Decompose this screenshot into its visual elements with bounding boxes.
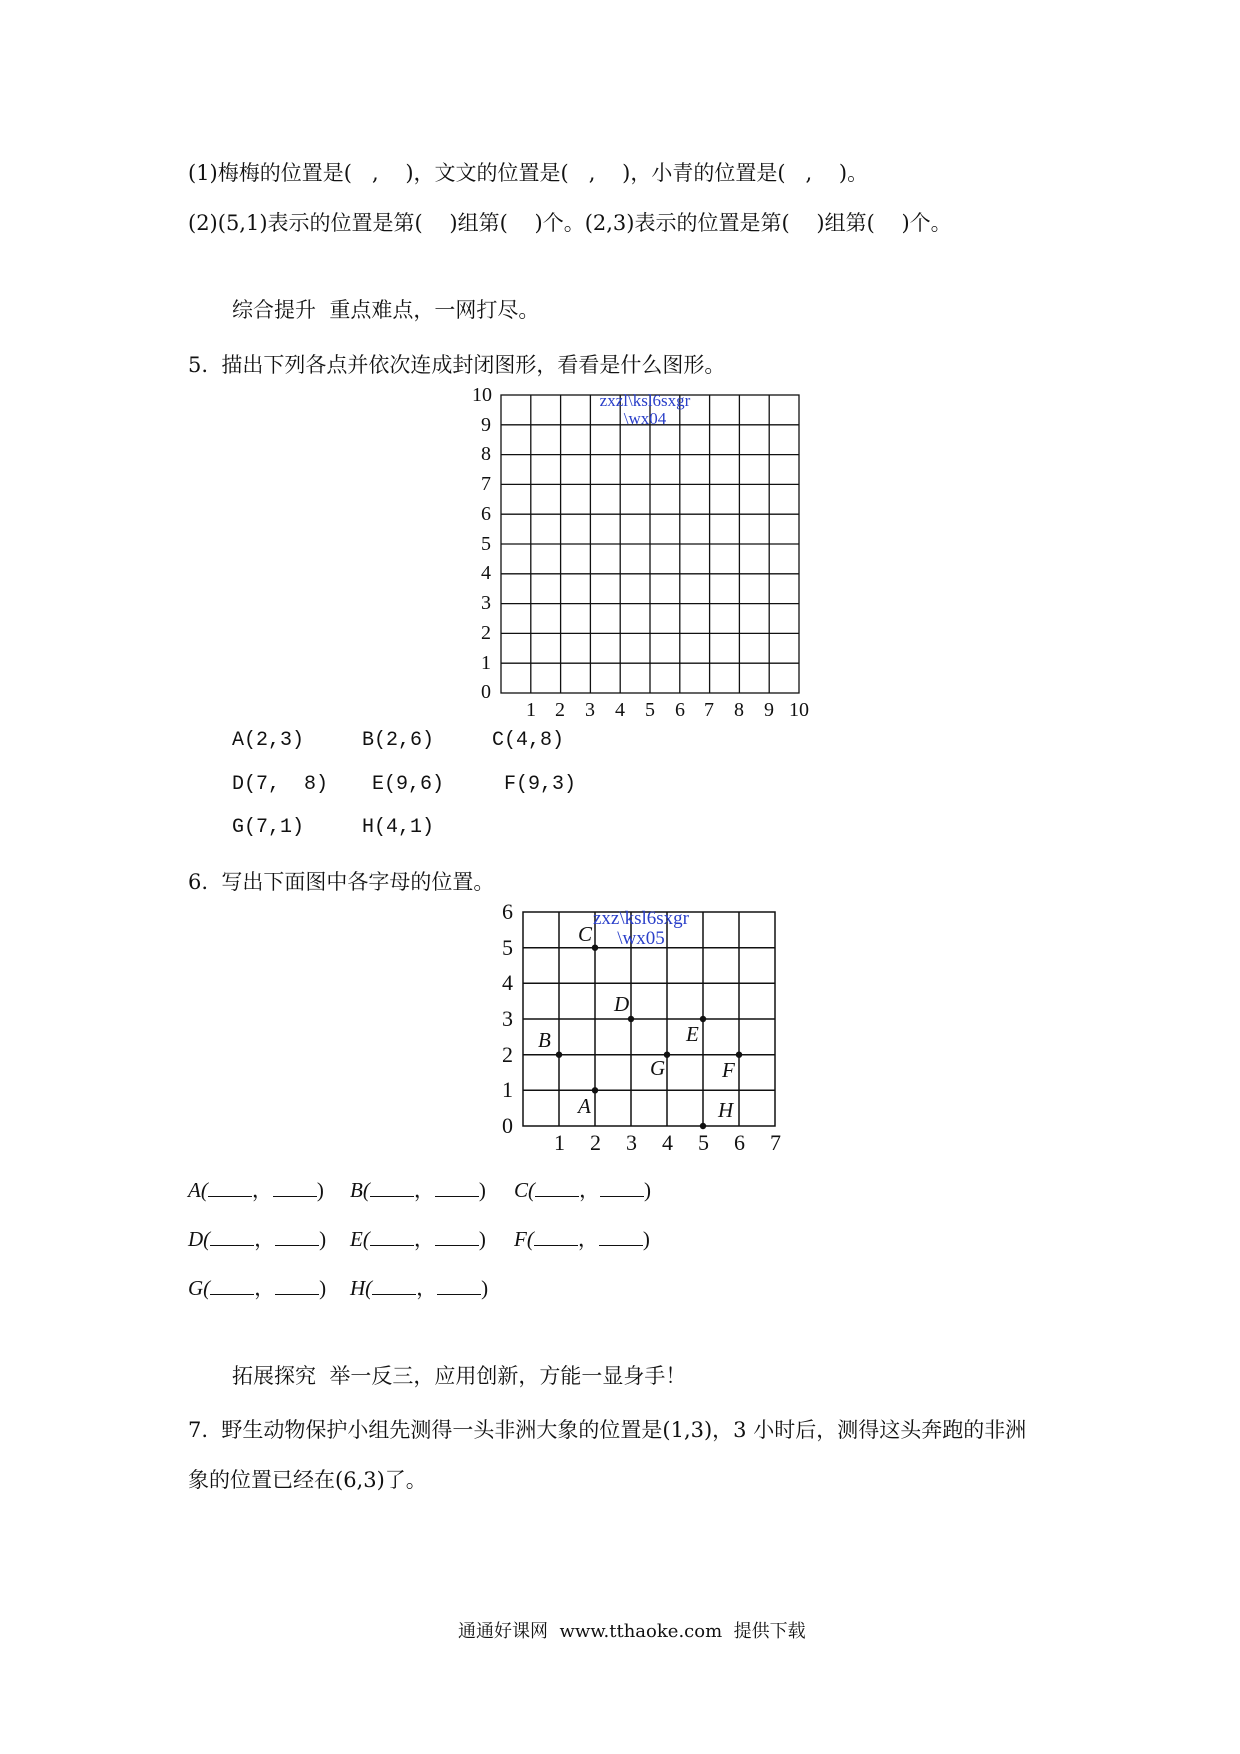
q5-y-tick: 1 xyxy=(481,652,491,674)
point-d-label: D xyxy=(614,992,630,1016)
answer-line[interactable] xyxy=(535,1180,579,1197)
answer-line[interactable] xyxy=(210,1278,254,1295)
answer-line[interactable] xyxy=(370,1229,414,1246)
point-b-dot xyxy=(556,1052,562,1058)
point-f-label: F xyxy=(722,1058,735,1082)
point-label: H(4,1) xyxy=(362,816,435,839)
q6-x-tick: 2 xyxy=(590,1130,601,1155)
answer-line[interactable] xyxy=(275,1278,319,1295)
q6-y-tick: 6 xyxy=(502,899,513,924)
q5-watermark-line-2: \wx04 xyxy=(623,408,667,428)
q6-prompt: 6. 写出下面图中各字母的位置。 xyxy=(188,870,495,894)
answer-line[interactable] xyxy=(372,1278,416,1295)
point-label: D(7, 8) xyxy=(232,773,329,796)
section-heading-1: 综合提升 重点难点，一网打尽。 xyxy=(232,298,540,322)
answer-comma: ， xyxy=(251,1178,273,1202)
answer-close: ) xyxy=(644,1178,651,1202)
q6-y-tick: 3 xyxy=(502,1006,513,1031)
answer-line[interactable] xyxy=(600,1180,644,1197)
answer-letter: A( xyxy=(188,1178,208,1202)
q6-y-tick: 2 xyxy=(502,1042,513,1067)
answer-letter: F( xyxy=(514,1227,534,1251)
answer-letter: H( xyxy=(350,1276,373,1300)
q5-y-tick: 6 xyxy=(481,503,491,525)
answer-blank-f[interactable] xyxy=(514,1229,650,1250)
answer-line[interactable] xyxy=(370,1180,414,1197)
point-e-label: E xyxy=(686,1022,699,1046)
answer-comma: ， xyxy=(579,1178,600,1202)
q6-watermark-line-2: \wx05 xyxy=(617,927,665,949)
q5-x-tick: 7 xyxy=(704,699,714,721)
answer-comma: ， xyxy=(413,1227,435,1251)
point-f-dot xyxy=(736,1052,742,1058)
q6-x-tick: 4 xyxy=(662,1130,673,1155)
q5-watermark xyxy=(590,392,700,428)
point-label: B(2,6) xyxy=(362,729,435,752)
answer-line[interactable] xyxy=(437,1278,481,1295)
answer-close: ) xyxy=(478,1227,486,1251)
q5-y-tick: 4 xyxy=(481,562,491,584)
answer-comma: ， xyxy=(413,1178,435,1202)
q6-y-tick: 5 xyxy=(502,935,513,960)
q6-x-tick: 6 xyxy=(734,1130,745,1155)
point-a-dot xyxy=(592,1087,598,1093)
answer-line[interactable] xyxy=(435,1180,479,1197)
q5-y-tick: 8 xyxy=(481,443,491,465)
answer-close: ) xyxy=(478,1178,486,1202)
q5-x-tick: 8 xyxy=(734,699,744,721)
answer-close: ) xyxy=(319,1227,327,1251)
answer-close: ) xyxy=(316,1178,324,1202)
answer-blank-h[interactable] xyxy=(350,1278,488,1299)
q5-y-tick: 9 xyxy=(481,414,491,436)
point-c-label: C xyxy=(578,922,593,946)
q5-prompt: 5. 描出下列各点并依次连成封闭图形，看看是什么图形。 xyxy=(188,353,726,377)
q5-x-tick: 10 xyxy=(789,699,809,721)
answer-letter: C( xyxy=(514,1178,535,1202)
point-h-dot xyxy=(700,1123,706,1129)
answer-blank-a[interactable] xyxy=(188,1180,324,1201)
q6-y-tick: 0 xyxy=(502,1113,513,1138)
answer-line[interactable] xyxy=(599,1229,643,1246)
section-heading-2: 拓展探究 举一反三，应用创新，方能一显身手！ xyxy=(232,1364,687,1388)
point-b-label: B xyxy=(538,1028,551,1052)
answer-blank-g[interactable] xyxy=(188,1278,326,1299)
point-label: A(2,3) xyxy=(232,729,305,752)
answer-line[interactable] xyxy=(435,1229,479,1246)
point-label: E(9,6) xyxy=(372,773,445,796)
q5-watermark-line-1: zxzl\ksl6sxgr xyxy=(599,391,691,410)
q6-watermark-line-1: zxz\ksl6sxgr xyxy=(592,908,690,929)
point-label: C(4,8) xyxy=(492,729,565,752)
point-a-label: A xyxy=(578,1094,591,1118)
q5-x-tick: 3 xyxy=(585,699,595,721)
answer-blank-d[interactable] xyxy=(188,1229,326,1250)
q5-y-tick: 10 xyxy=(472,384,492,406)
point-e-dot xyxy=(700,1016,706,1022)
answer-line[interactable] xyxy=(273,1180,317,1197)
answer-comma: ， xyxy=(254,1227,276,1251)
q6-y-tick: 4 xyxy=(502,970,513,995)
answer-letter: D( xyxy=(188,1227,211,1251)
q5-y-tick: 0 xyxy=(481,681,491,703)
q6-x-tick: 7 xyxy=(770,1130,781,1155)
q6-x-tick: 3 xyxy=(626,1130,637,1155)
q5-y-tick: 5 xyxy=(481,533,491,555)
answer-comma: ， xyxy=(254,1276,276,1300)
q5-y-tick: 7 xyxy=(481,473,491,495)
answer-blank-c[interactable] xyxy=(514,1180,651,1201)
answer-letter: E( xyxy=(350,1227,370,1251)
point-label: G(7,1) xyxy=(232,816,305,839)
q5-y-tick: 3 xyxy=(481,592,491,614)
point-d-dot xyxy=(628,1016,634,1022)
q7-line-1: 7. 野生动物保护小组先测得一头非洲大象的位置是(1,3)，3 小时后，测得这头奔跑的非洲 xyxy=(188,1418,1027,1442)
answer-comma: ， xyxy=(416,1276,438,1300)
q5-grid xyxy=(500,391,804,698)
answer-comma: ， xyxy=(577,1227,599,1251)
answer-line[interactable] xyxy=(275,1229,319,1246)
q4-line-2: (2)(5,1)表示的位置是第( )组第( )个。(2,3)表示的位置是第( )组第( )个。 xyxy=(188,211,952,235)
answer-line[interactable] xyxy=(210,1229,254,1246)
q5-x-tick: 1 xyxy=(526,699,536,721)
answer-letter: B( xyxy=(350,1178,370,1202)
q5-x-tick: 2 xyxy=(555,699,565,721)
answer-close: ) xyxy=(481,1276,489,1300)
answer-close: ) xyxy=(319,1276,327,1300)
q5-x-tick: 6 xyxy=(675,699,685,721)
point-h-label: H xyxy=(718,1098,734,1122)
point-label: F(9,3) xyxy=(504,773,577,796)
q6-x-tick: 1 xyxy=(554,1130,565,1155)
q6-watermark xyxy=(576,909,706,949)
answer-blank-e[interactable] xyxy=(350,1229,486,1250)
answer-letter: G( xyxy=(188,1276,211,1300)
answer-line[interactable] xyxy=(534,1229,578,1246)
answer-close: ) xyxy=(642,1227,650,1251)
footer: 通通好课网 www.tthaoke.com 提供下载 xyxy=(458,1621,806,1642)
q7-line-2: 象的位置已经在(6,3)了。 xyxy=(188,1468,427,1492)
q5-x-tick: 5 xyxy=(645,699,655,721)
q5-y-tick: 2 xyxy=(481,622,491,644)
q6-x-tick: 5 xyxy=(698,1130,709,1155)
q5-x-tick: 9 xyxy=(764,699,774,721)
point-g-label: G xyxy=(650,1056,666,1080)
q5-x-tick: 4 xyxy=(615,699,625,721)
answer-blank-b[interactable] xyxy=(350,1180,486,1201)
q4-line-1: (1)梅梅的位置是( , )，文文的位置是( , )，小青的位置是( , )。 xyxy=(188,161,869,185)
answer-line[interactable] xyxy=(208,1180,252,1197)
q6-y-tick: 1 xyxy=(502,1077,513,1102)
